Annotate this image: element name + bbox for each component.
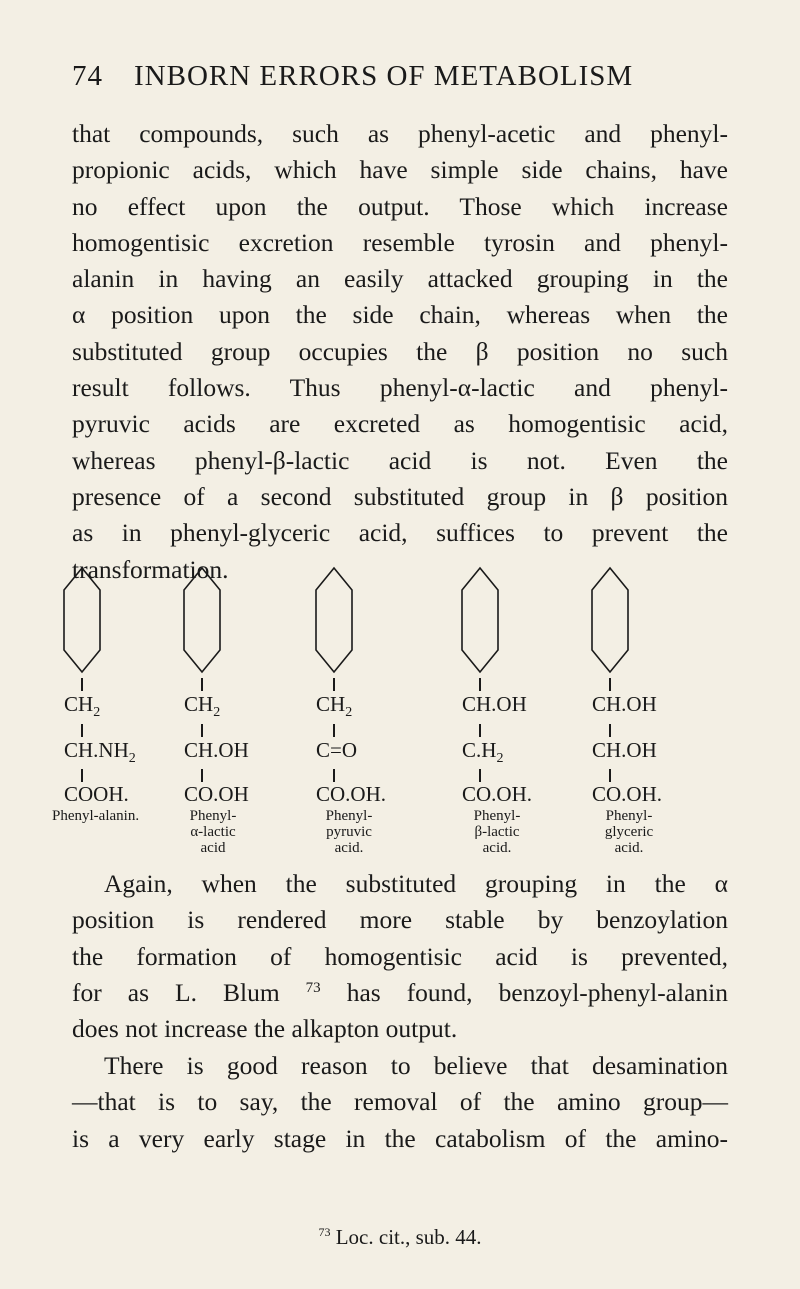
page-number: 74 <box>72 60 103 92</box>
text-line: the formation of homogentisic acid is prevented, <box>72 941 728 971</box>
compound-caption: Phenyl- glyceric acid. <box>604 808 654 856</box>
text-line: propionic acids, which have simple side chains, have <box>72 155 728 185</box>
footnote-mark: 73 <box>318 1225 331 1239</box>
benzene-ring-icon <box>182 566 222 674</box>
text-line: is a very early stage in the catabolism of the amino- <box>72 1123 728 1153</box>
paragraph-3 <box>72 1048 728 1157</box>
structural-formulae-figure: $CH_2$ $CH.NH_2$ COOH. Phenyl-alanin. $CH_2$ CH.OH CO.OH Phenyl- α-lactic acid $CH_2$ C=O CO.OH. Phenyl- pyruvic acid. CH.OH $C.H_2$ CO.OH. Phenyl- β-lactic acid. CH.OH CH.OH CO.OH. Phenyl- glyceric acid. <box>80 566 740 836</box>
footnote <box>0 1225 800 1250</box>
benzene-ring-icon <box>460 566 500 674</box>
text-line: no effect upon the output. Those which increase <box>72 191 728 221</box>
running-header <box>72 60 732 93</box>
text-line: α position upon the side chain, whereas when the <box>72 300 728 330</box>
benzene-ring-icon <box>62 566 102 674</box>
text-line: substituted group occupies the β position no such <box>72 336 728 366</box>
text-line: —that is to say, the removal of the amino group— <box>72 1087 728 1117</box>
text-line: There is good reason to believe that desamination <box>104 1051 728 1080</box>
compound-caption: Phenyl-alanin. <box>52 808 140 824</box>
text-line: does not increase the alkapton output. <box>72 1014 458 1044</box>
text-line: result follows. Thus phenyl-α-lactic and phenyl- <box>72 373 728 403</box>
text-line: as in phenyl-glyceric acid, suffices to prevent the <box>72 518 728 548</box>
text-line: that compounds, such as phenyl-acetic and phenyl- <box>72 119 728 148</box>
benzene-ring-icon <box>314 566 354 674</box>
text-line: alanin in having an easily attacked grouping in the <box>72 264 728 294</box>
text-line: transformation. <box>72 554 229 584</box>
footnote-text: Loc. cit., sub. 44. <box>335 1225 482 1249</box>
text-line: whereas phenyl-β-lactic acid is not. Even the <box>72 445 728 475</box>
text-line: position is rendered more stable by benzoylation <box>72 905 728 935</box>
text-line: Again, when the substituted grouping in the α <box>104 869 728 898</box>
running-title: INBORN ERRORS OF METABOLISM <box>134 60 634 92</box>
paragraph-2 <box>72 866 728 1047</box>
footnote-reference: 73 <box>305 979 321 996</box>
text-line: pyruvic acids are excreted as homogentisic acid, <box>72 409 728 439</box>
text-line: presence of a second substituted group in β position <box>72 481 728 511</box>
compound-caption: Phenyl- β-lactic acid. <box>473 808 521 856</box>
benzene-ring-icon <box>590 566 630 674</box>
text-line: for as L. Blum $^{73}$ has found, benzoyl-phenyl-alanin <box>72 977 728 1007</box>
paragraph-1 <box>72 116 728 588</box>
compound-caption: Phenyl- pyruvic acid. <box>325 808 373 856</box>
text-line: homogentisic excretion resemble tyrosin and phenyl- <box>72 227 728 257</box>
compound-caption: Phenyl- α-lactic acid <box>189 808 237 856</box>
